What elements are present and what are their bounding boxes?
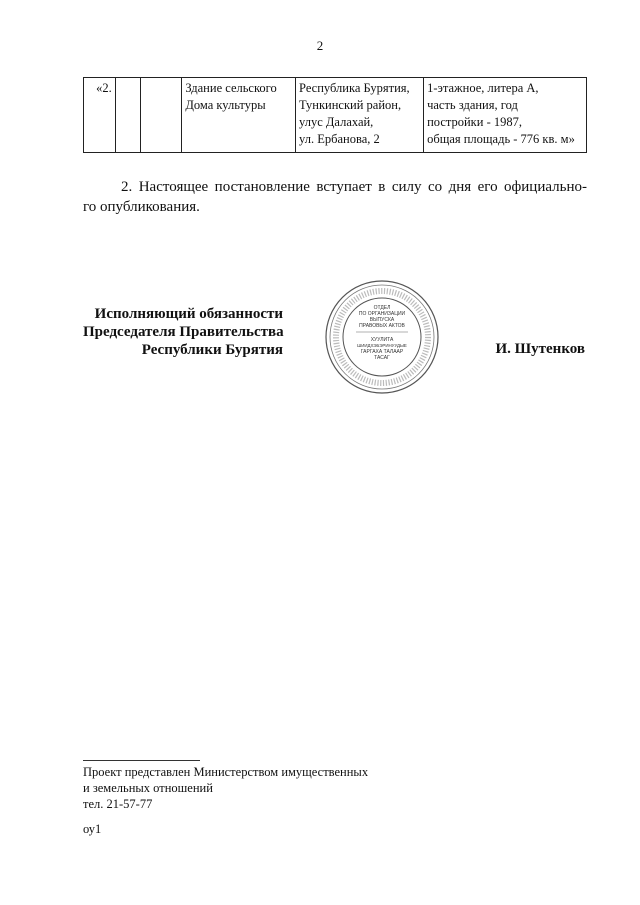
description-cell	[424, 78, 587, 153]
svg-text:ОТДЕЛ: ОТДЕЛ	[373, 305, 391, 311]
table-row	[84, 78, 587, 153]
footnote-line: Проект представлен Министерством имущественных	[83, 765, 369, 779]
stamp-inner-text	[357, 305, 407, 361]
svg-text:ГАРГАХА ТАЛААР: ГАРГАХА ТАЛААР	[360, 349, 404, 355]
page-number: 2	[316, 38, 324, 53]
object-name-line: Дома культуры	[185, 98, 266, 112]
svg-text:ТАСАГ: ТАСАГ	[374, 355, 390, 361]
signatory-title-line: Исполняющий обязанности	[94, 306, 283, 322]
footnote-line: и земельных отношений	[83, 781, 213, 795]
signatory-title-line: Председателя Правительства	[83, 324, 284, 340]
description-line: часть здания, год	[427, 98, 518, 112]
address-cell	[296, 78, 424, 153]
signatory-title-line: Республики Бурятия	[141, 342, 283, 358]
effective-date-paragraph	[83, 177, 587, 217]
footnote	[83, 764, 368, 812]
svg-text:ПО ОРГАНИЗАЦИИ: ПО ОРГАНИЗАЦИИ	[358, 311, 406, 317]
official-stamp	[316, 278, 448, 396]
svg-text:ШИИДХЭБЭРИНУУДЫЕ: ШИИДХЭБЭРИНУУДЫЕ	[357, 343, 407, 348]
paragraph-line: 2. Настоящее постановление вступает в силу со дня его официально-	[121, 179, 587, 195]
paragraph-line: го опубликования.	[83, 199, 200, 215]
description-line: общая площадь - 776 кв. м»	[427, 132, 575, 146]
property-table	[83, 77, 587, 153]
svg-text:ПРАВОВЫХ АКТОВ: ПРАВОВЫХ АКТОВ	[359, 323, 405, 329]
empty-cell	[141, 78, 182, 153]
description-line: постройки - 1987,	[427, 115, 522, 129]
row-number-cell: «2.	[84, 78, 116, 153]
empty-cell	[115, 78, 141, 153]
address-line: ул. Ербанова, 2	[299, 132, 380, 146]
document-code: оу1	[83, 822, 102, 836]
object-name-line: Здание сельского	[185, 81, 277, 95]
address-line: Тункинский район,	[299, 98, 402, 112]
signatory-name: И. Шутенков	[495, 341, 585, 357]
object-name-cell	[182, 78, 296, 153]
footnote-divider	[83, 760, 200, 761]
svg-text:ХУУЛИТА: ХУУЛИТА	[370, 337, 394, 343]
address-line: улус Далахай,	[299, 115, 374, 129]
description-line: 1-этажное, литера А,	[427, 81, 539, 95]
signatory-title	[83, 305, 283, 359]
address-line: Республика Бурятия,	[299, 81, 410, 95]
footnote-line: тел. 21-57-77	[83, 797, 153, 811]
svg-text:ВЫПУСКА: ВЫПУСКА	[369, 317, 395, 323]
